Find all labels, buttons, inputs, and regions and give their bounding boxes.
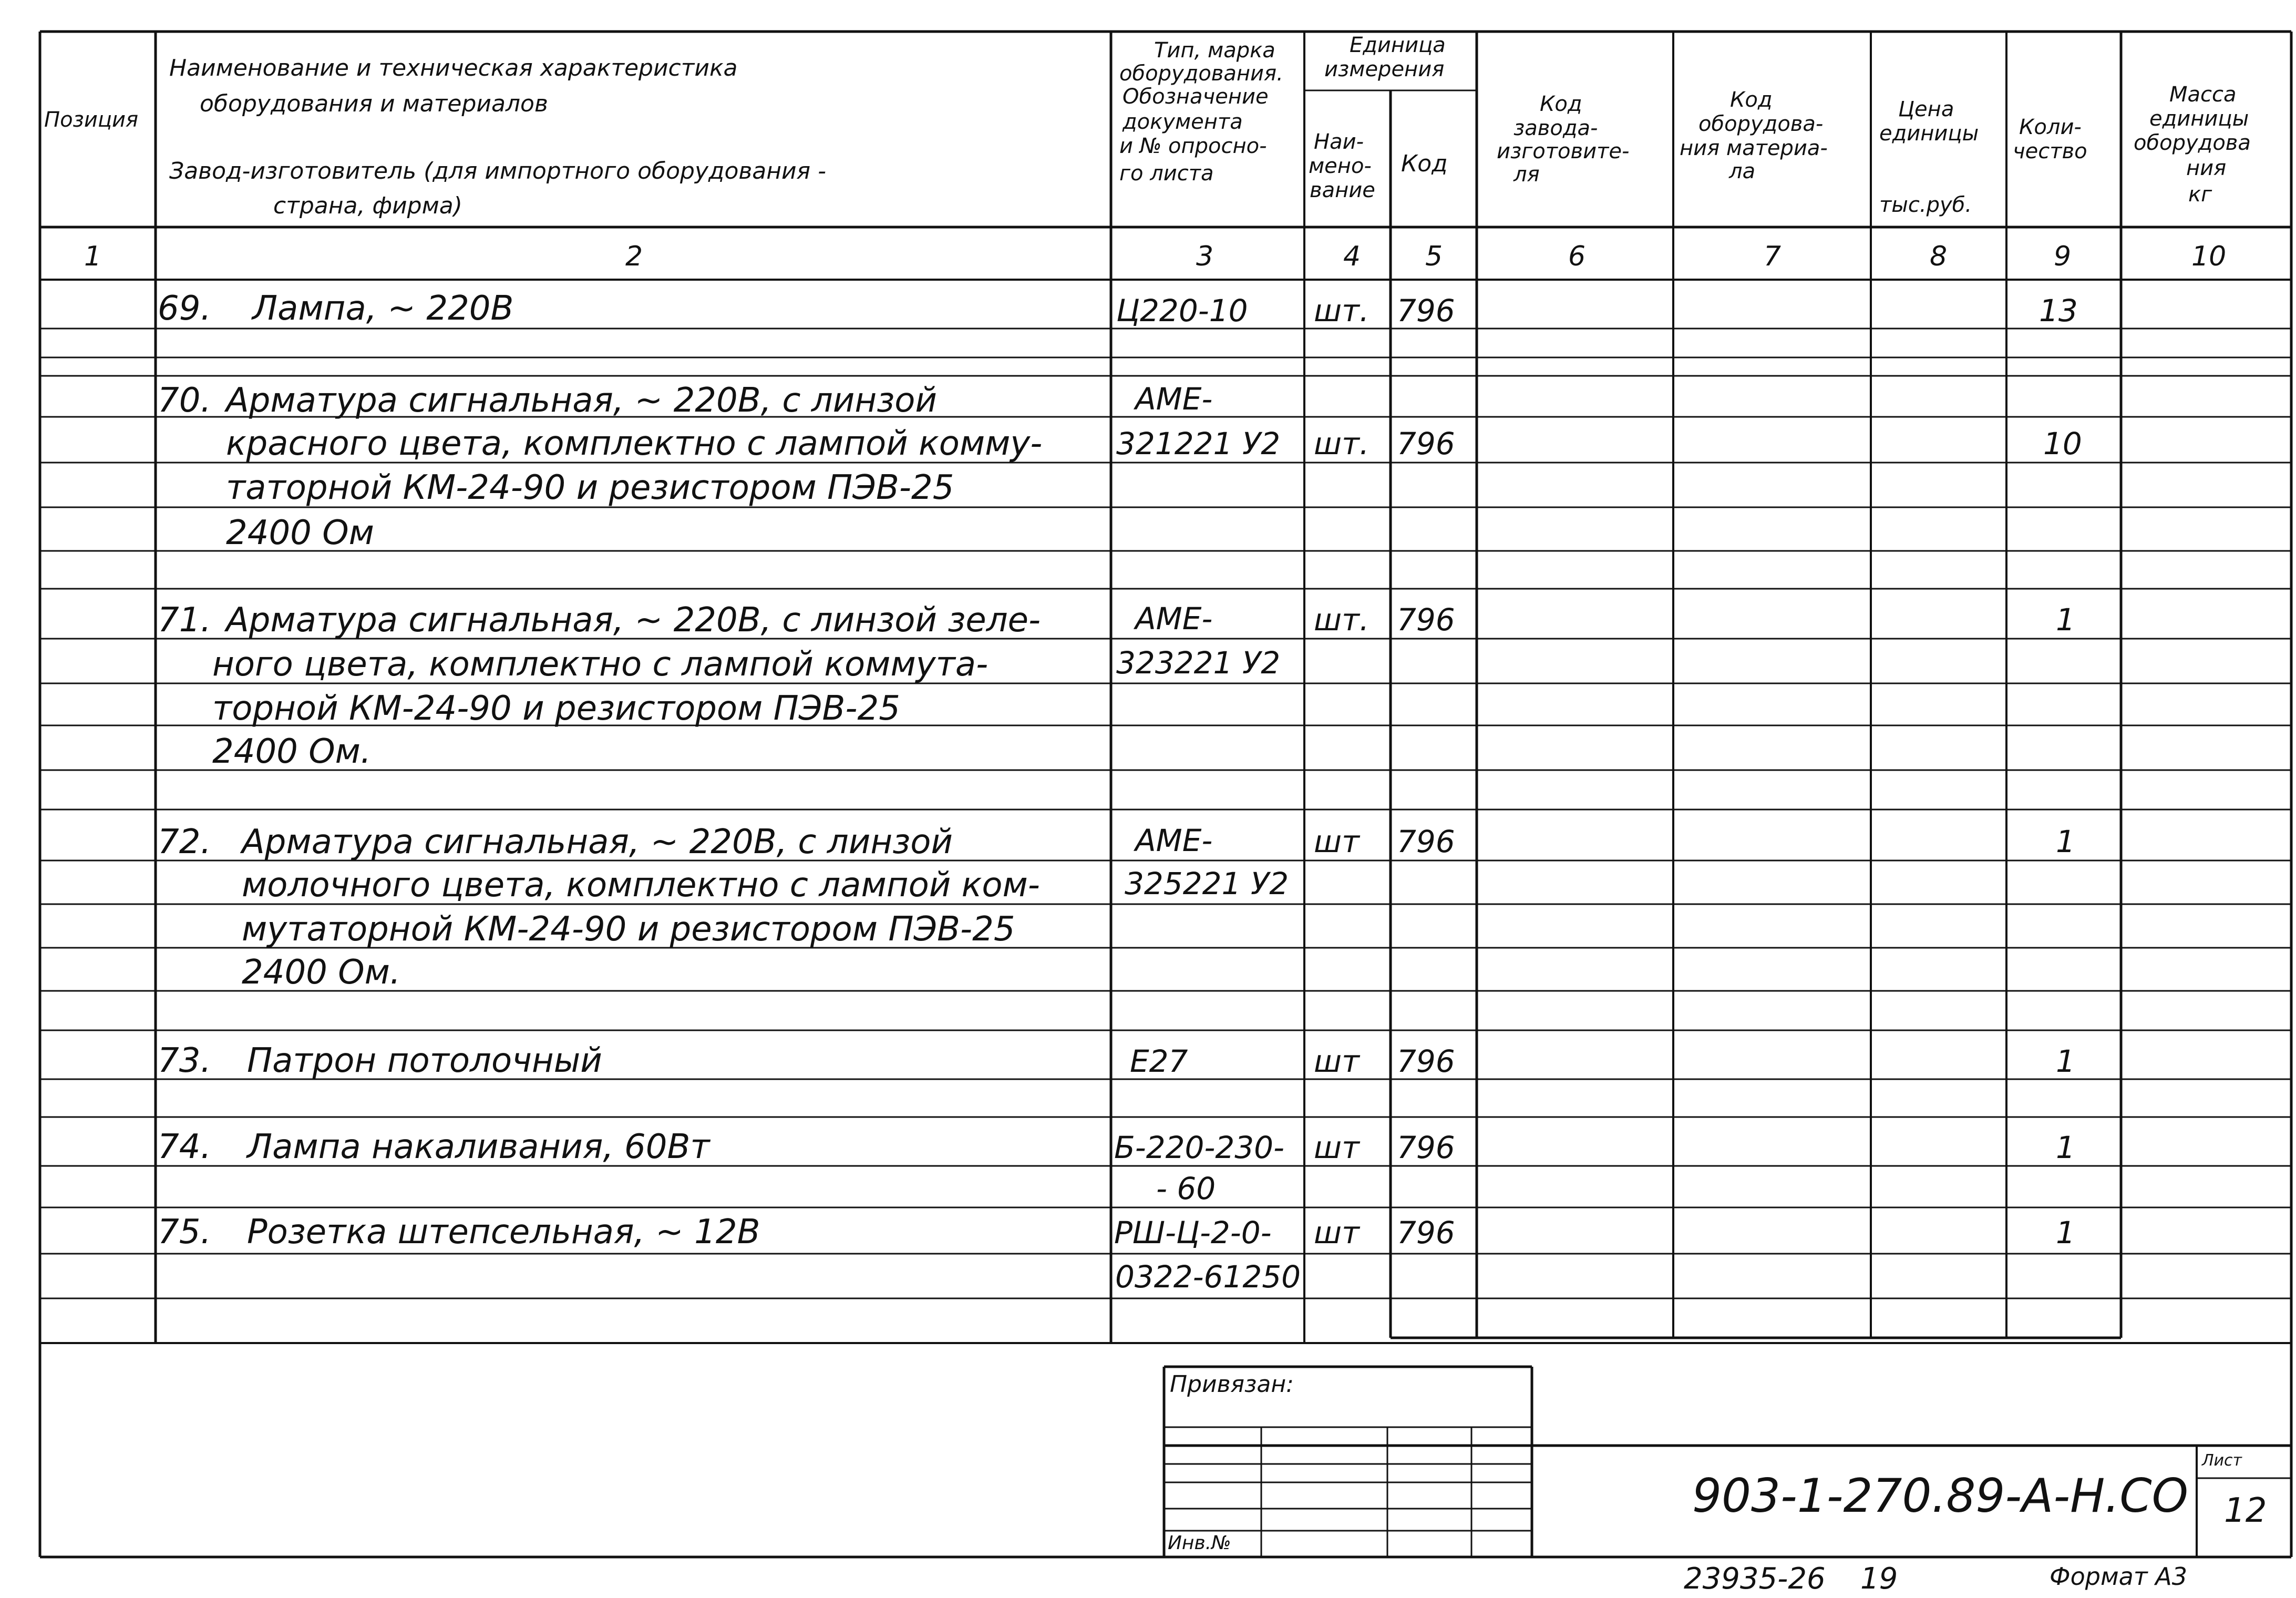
item-type-line: АМЕ- bbox=[1135, 381, 1213, 417]
item-type-line: АМЕ- bbox=[1135, 823, 1213, 858]
item-type-line: Е27 bbox=[1130, 1043, 1188, 1079]
item-unit-code: 796 bbox=[1397, 602, 1455, 638]
header-type-line3: Обозначение bbox=[1123, 85, 1269, 109]
item-quantity: 1 bbox=[2056, 602, 2075, 638]
item-name-line: 2400 Ом bbox=[226, 514, 374, 552]
item-unit: шт bbox=[1314, 1043, 1360, 1079]
column-number: 7 bbox=[1764, 241, 1782, 272]
archive-suffix: 19 bbox=[1860, 1562, 1898, 1596]
header-price-line1: Цена bbox=[1898, 97, 1954, 121]
sheet-number: 12 bbox=[2224, 1491, 2267, 1530]
item-type-line: - 60 bbox=[1156, 1171, 1216, 1206]
item-type-line: 321221 У2 bbox=[1116, 426, 1281, 462]
item-quantity: 1 bbox=[2056, 1215, 2075, 1251]
header-factory-code-line3: изготовите- bbox=[1497, 139, 1630, 163]
item-type-line: 0322-61250 bbox=[1115, 1259, 1301, 1295]
item-name-line: мутаторной КМ-24-90 и резистором ПЭВ-25 bbox=[242, 910, 1015, 949]
column-number: 10 bbox=[2191, 241, 2227, 272]
header-mass-line3: оборудова bbox=[2134, 131, 2251, 155]
item-position: 74. bbox=[158, 1128, 211, 1166]
header-type-line2: оборудования. bbox=[1119, 62, 1283, 86]
item-type-line: Ц220-10 bbox=[1116, 293, 1248, 329]
item-name-line: красного цвета, комплектно с лампой комму- bbox=[226, 424, 1043, 463]
item-position: 75. bbox=[158, 1213, 211, 1252]
header-factory-code-line2: завода- bbox=[1513, 116, 1598, 140]
header-name-line2: оборудования и материалов bbox=[200, 90, 548, 117]
bound-label: Привязан: bbox=[1170, 1371, 1294, 1398]
column-number: 1 bbox=[84, 241, 102, 272]
header-qty-line2: чество bbox=[2013, 139, 2087, 163]
header-mass-line4: ния bbox=[2186, 156, 2227, 180]
header-name-line1: Наименование и техническая характеристика bbox=[169, 55, 738, 81]
column-number: 9 bbox=[2054, 241, 2072, 272]
item-unit-code: 796 bbox=[1397, 426, 1455, 462]
item-unit: шт. bbox=[1314, 602, 1370, 638]
item-name-line: 2400 Ом. bbox=[242, 953, 401, 992]
item-type-line: 323221 У2 bbox=[1116, 645, 1281, 681]
header-equip-code-line2: оборудова- bbox=[1698, 112, 1824, 136]
item-unit: шт. bbox=[1314, 426, 1370, 462]
item-type-line: Б-220-230- bbox=[1114, 1130, 1284, 1165]
item-name-line: Арматура сигнальная, ~ 220В, с линзой bbox=[242, 823, 953, 862]
item-type-line: 325221 У2 bbox=[1125, 866, 1289, 902]
header-mass-line5: кг bbox=[2188, 182, 2212, 207]
header-factory-code-line1: Код bbox=[1540, 92, 1582, 116]
column-number: 2 bbox=[625, 241, 643, 272]
item-unit-code: 796 bbox=[1397, 1130, 1455, 1165]
format-label: Формат А3 bbox=[2050, 1562, 2187, 1591]
item-unit: шт bbox=[1314, 1130, 1360, 1165]
item-name-line: Арматура сигнальная, ~ 220В, с линзой bbox=[226, 381, 937, 420]
header-equip-code-line1: Код bbox=[1730, 88, 1773, 112]
header-qty-line1: Коли- bbox=[2019, 115, 2082, 139]
item-name-line: торной КМ-24-90 и резистором ПЭВ-25 bbox=[212, 689, 900, 728]
item-name-line: 2400 Ом. bbox=[212, 732, 372, 771]
item-type-line: РШ-Ц-2-0- bbox=[1114, 1215, 1272, 1251]
item-name-line: молочного цвета, комплектно с лампой ком- bbox=[242, 866, 1040, 905]
item-unit-code: 796 bbox=[1397, 824, 1455, 859]
column-number: 6 bbox=[1568, 241, 1586, 272]
item-type-line: АМЕ- bbox=[1135, 601, 1213, 637]
item-quantity: 13 bbox=[2039, 293, 2078, 329]
item-unit: шт. bbox=[1314, 293, 1370, 329]
column-number: 8 bbox=[1930, 241, 1948, 272]
item-name-line: ного цвета, комплектно с лампой коммута- bbox=[212, 645, 989, 684]
header-unit-line2: измерения bbox=[1324, 57, 1445, 81]
item-position: 69. bbox=[158, 289, 211, 328]
header-name-line3: Завод-изготовитель (для импортного оборудования - bbox=[169, 158, 826, 185]
item-quantity: 1 bbox=[2056, 1043, 2075, 1079]
table-grid bbox=[40, 32, 2291, 1557]
header-equip-code-line3: ния материа- bbox=[1680, 136, 1828, 160]
item-unit: шт bbox=[1314, 1215, 1360, 1251]
inventory-label: Инв.№ bbox=[1168, 1532, 1231, 1554]
item-name-line: Розетка штепсельная, ~ 12В bbox=[247, 1213, 760, 1252]
header-type-line4: документа bbox=[1123, 110, 1243, 134]
column-number: 3 bbox=[1196, 241, 1214, 272]
item-quantity: 10 bbox=[2043, 426, 2082, 462]
header-unit-name-line1: Наи- bbox=[1314, 130, 1364, 154]
header-factory-code-line4: ля bbox=[1513, 162, 1540, 187]
item-unit: шт bbox=[1314, 824, 1360, 859]
item-unit-code: 796 bbox=[1397, 1215, 1455, 1251]
sheet-label: Лист bbox=[2202, 1451, 2242, 1470]
item-name-line: таторной КМ-24-90 и резистором ПЭВ-25 bbox=[226, 468, 954, 507]
item-position: 73. bbox=[158, 1041, 211, 1080]
header-mass-line1: Масса bbox=[2169, 83, 2237, 107]
header-position: Позиция bbox=[44, 108, 139, 132]
item-unit-code: 796 bbox=[1397, 293, 1455, 329]
document-code: 903-1-270.89-А-Н.СО bbox=[1692, 1469, 2188, 1523]
header-unit-line1: Единица bbox=[1350, 33, 1446, 57]
item-name-line: Лампа, ~ 220В bbox=[252, 289, 514, 328]
header-mass-line2: единицы bbox=[2149, 107, 2249, 131]
header-unit-name-line2: мено- bbox=[1309, 154, 1372, 178]
header-type-line6: го листа bbox=[1119, 161, 1214, 186]
item-name-line: Лампа накаливания, 60Вт bbox=[247, 1128, 710, 1166]
header-price-line2: единицы bbox=[1879, 121, 1979, 146]
item-position: 72. bbox=[158, 823, 211, 862]
item-position: 70. bbox=[158, 381, 211, 420]
column-number: 5 bbox=[1425, 241, 1443, 272]
header-equip-code-line4: ла bbox=[1729, 159, 1756, 183]
item-name-line: Арматура сигнальная, ~ 220В, с линзой зеле- bbox=[226, 601, 1041, 640]
header-type-line5: и № опросно- bbox=[1119, 134, 1267, 158]
header-name-line4: страна, фирма) bbox=[273, 192, 462, 219]
header-price-line3: тыс.руб. bbox=[1879, 193, 1972, 217]
item-position: 71. bbox=[158, 601, 211, 640]
header-unit-code: Код bbox=[1401, 150, 1448, 177]
item-quantity: 1 bbox=[2056, 824, 2075, 859]
header-unit-name-line3: вание bbox=[1310, 178, 1375, 202]
title-block bbox=[1164, 1367, 2291, 1557]
item-unit-code: 796 bbox=[1397, 1043, 1455, 1079]
column-number: 4 bbox=[1343, 241, 1361, 272]
header-type-line1: Тип, марка bbox=[1154, 38, 1275, 63]
archive-number: 23935-26 bbox=[1684, 1562, 1826, 1596]
item-name-line: Патрон потолочный bbox=[247, 1041, 602, 1080]
item-quantity: 1 bbox=[2056, 1130, 2075, 1165]
